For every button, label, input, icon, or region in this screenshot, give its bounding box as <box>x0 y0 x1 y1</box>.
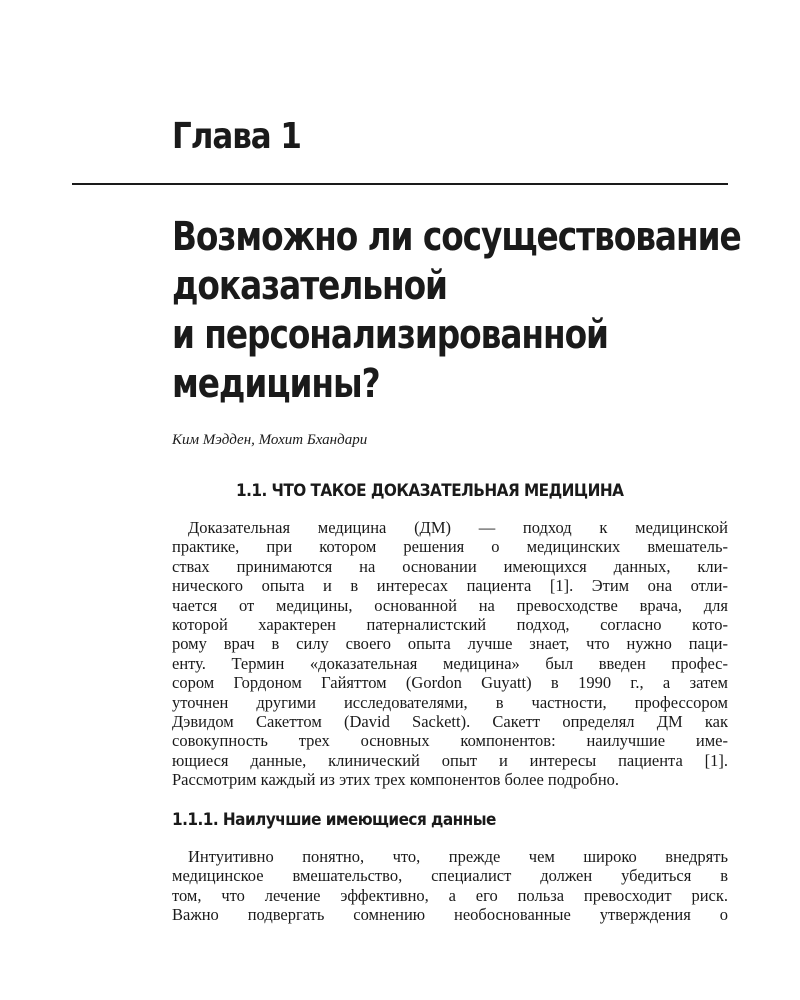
text-line: рому врач в силу своего опыта лучше знает, что нужно паци- <box>172 634 728 654</box>
text-line: которой характерен патерналистский подход, согласно кото- <box>172 614 728 634</box>
text-line: Важно подвергать сомнению необоснованные утверждения о <box>172 905 728 925</box>
text-line: том, что лечение эффективно, а его польза превосходит риск. <box>172 885 728 905</box>
subsection-paragraph <box>172 847 728 925</box>
section-paragraph <box>172 518 728 789</box>
text-line: уточнен другими исследователями, в частности, профессором <box>172 692 728 712</box>
text-line: сором Гордоном Гайяттом (Gordon Guyatt) в 1990 г., а затем <box>172 673 728 693</box>
text-line: чается от медицины, основанной на превосходстве врача, для <box>172 595 728 615</box>
text-line: ющиеся данные, клинический опыт и интересы пациента [1]. <box>172 750 728 770</box>
text-line: Дэвидом Сакеттом (David Sackett). Сакетт определял ДМ как <box>172 711 728 731</box>
text-line: совокупность трех основных компонентов: наилучшие име- <box>172 731 728 751</box>
chapter-title-line: доказательной <box>172 263 447 309</box>
chapter-title-line: медицины? <box>172 361 380 407</box>
text-line: енту. Термин «доказательная медицина» был введен профес- <box>172 653 728 673</box>
text-line: медицинское вмешательство, специалист должен убедиться в <box>172 866 728 886</box>
text-line: Рассмотрим каждый из этих трех компонентов более подробно. <box>172 770 620 790</box>
chapter-title <box>172 213 741 409</box>
subsection-heading: 1.1.1. Наилучшие имеющиеся данные <box>172 810 496 830</box>
chapter-authors: Ким Мэдден, Мохит Бхандари <box>172 432 368 448</box>
text-line: Доказательная медицина (ДМ) — подход к медицинской <box>188 518 728 537</box>
text-line: Интуитивно понятно, что, прежде чем широко внедрять <box>188 847 728 866</box>
text-line: нического опыта и в интересах пациента [1]. Этим она отли- <box>172 576 728 596</box>
chapter-title-line: и персонализированной <box>172 312 608 358</box>
chapter-label: Глава 1 <box>172 116 301 157</box>
chapter-divider <box>72 183 728 185</box>
text-line: практике, при котором решения о медицинских вмешатель- <box>172 537 728 557</box>
section-heading: 1.1. ЧТО ТАКОЕ ДОКАЗАТЕЛЬНАЯ МЕДИЦИНА <box>236 481 624 501</box>
chapter-title-line: Возможно ли сосуществование <box>172 214 741 260</box>
text-line: ствах принимаются на основании имеющихся данных, кли- <box>172 556 728 576</box>
